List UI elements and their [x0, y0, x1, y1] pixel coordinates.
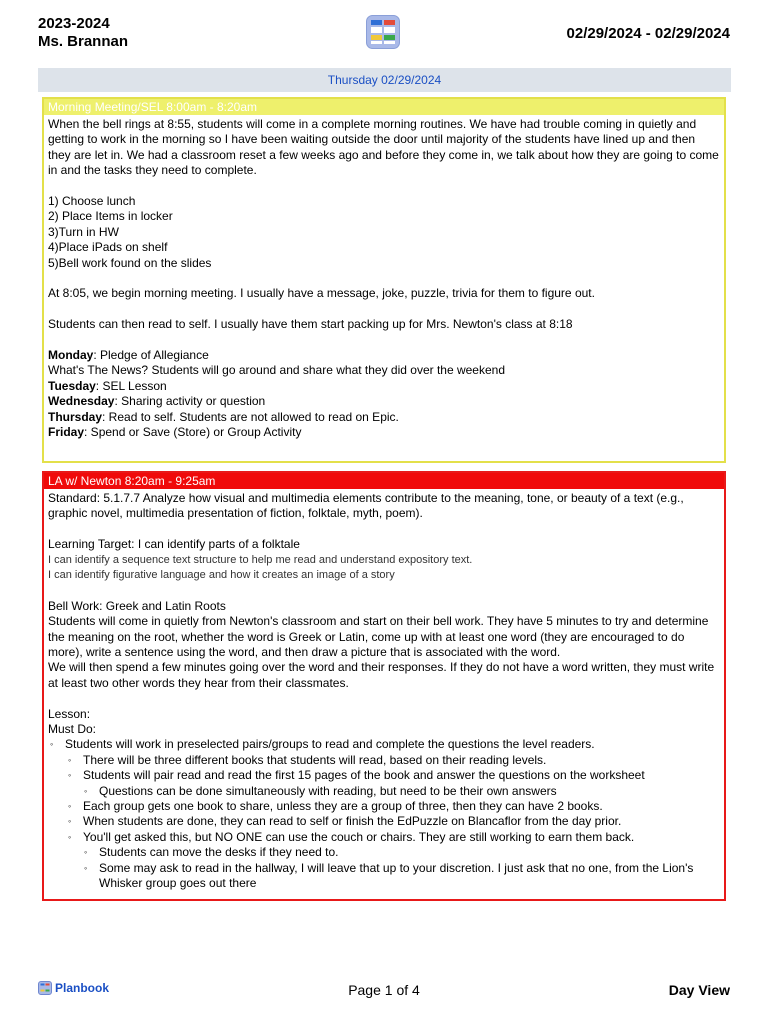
step-item: 4)Place iPads on shelf — [48, 240, 168, 255]
page-indicator: Page 1 of 4 — [348, 982, 420, 998]
list-item — [48, 845, 719, 860]
paragraph: We will then spend a few minutes going over the word and their responses. If they do not have a word written, they must write at least two other words they hear from their classmates. — [48, 660, 715, 690]
day-header: Thursday 02/29/2024 — [38, 68, 731, 92]
paragraph: At 8:05, we begin morning meeting. I usually have a message, joke, puzzle, trivia for them to figure out. — [48, 286, 595, 301]
schedule-thursday — [48, 410, 719, 425]
day-label: Thursday — [48, 409, 103, 424]
schedule-tuesday — [48, 379, 719, 394]
schedule-friday — [48, 425, 719, 440]
lesson-block-morning-meeting — [42, 97, 726, 463]
learning-target-sub: I can identify figurative language and how it creates an image of a story — [48, 569, 395, 582]
list-item — [48, 753, 719, 768]
day-label: Friday — [48, 425, 85, 440]
bullet-icon: ◦ — [68, 754, 72, 765]
paragraph: When the bell rings at 8:55, students will come in a complete morning routines. We have had trouble coming in quietly and getting to work in the morning so I have been waiting outside the door until majority of the students have lined up and then they are let in. We had a classroom reset a few weeks ago and before they come in, we talk about how they are going to come in and the tasks they need to complete. — [48, 117, 719, 178]
lesson-body — [44, 115, 724, 444]
must-do-list — [48, 737, 719, 891]
standard-text: Standard: 5.1.7.7 Analyze how visual and multimedia elements contribute to the meaning, tone, or beauty of a text (e.g., graphic novel, multimedia presentation of fiction, folktale, myth, poem). — [48, 491, 684, 521]
list-item-text: There will be three different books that students will read, based on their reading levels. — [83, 752, 547, 767]
list-item-text: Questions can be done simultaneously with reading, but need to be their own answers — [99, 783, 557, 798]
list-item — [48, 737, 719, 752]
list-item — [48, 861, 719, 892]
step-item: 3)Turn in HW — [48, 224, 119, 239]
day-label: Tuesday — [48, 378, 96, 393]
bullet-icon: ◦ — [84, 862, 88, 873]
header-info — [38, 15, 128, 51]
date-range: 02/29/2024 - 02/29/2024 — [566, 25, 730, 42]
bell-work-title: Bell Work: Greek and Latin Roots — [48, 598, 226, 613]
must-do-label: Must Do: — [48, 722, 97, 737]
day-text: : Spend or Save (Store) or Group Activity — [84, 425, 302, 440]
day-text: : SEL Lesson — [95, 378, 167, 393]
list-item-text: Each group gets one book to share, unless they are a group of three, then they can have 2 books. — [83, 799, 603, 814]
learning-target: Learning Target: I can identify parts of a folktale — [48, 537, 300, 552]
day-text: : Sharing activity or question — [114, 394, 266, 409]
paragraph: Students will come in quietly from Newton's classroom and start on their bell work. They have 5 minutes to try and determine the meaning on the root, whether the word is Greek or Latin, come up with at least one word (they are encouraged to do more), write a sentence using the word, and then draw a picture that is associated with the word. — [48, 614, 709, 660]
bullet-icon: ◦ — [50, 739, 54, 750]
paragraph: What's The News? Students will go around and share what they did over the weekend — [48, 363, 506, 378]
lesson-title: Morning Meeting/SEL 8:00am - 8:20am — [44, 99, 724, 115]
paragraph: Students can then read to self. I usually have them start packing up for Mrs. Newton's class at 8:18 — [48, 317, 573, 332]
bullet-icon: ◦ — [68, 770, 72, 781]
bullet-icon: ◦ — [84, 847, 88, 858]
list-item-text: When students are done, they can read to self or finish the EdPuzzle on Blancaflor from the day prior. — [83, 814, 622, 829]
bullet-icon: ◦ — [68, 801, 72, 812]
lesson-body — [44, 489, 724, 896]
day-text: : Pledge of Allegiance — [93, 348, 209, 363]
bullet-icon: ◦ — [84, 785, 88, 796]
list-item-text: You'll get asked this, but NO ONE can use the couch or chairs. They are still working to earn them back. — [83, 829, 635, 844]
day-label: Monday — [48, 348, 94, 363]
view-mode-label: Day View — [668, 982, 730, 998]
brand-label: Planbook — [55, 981, 110, 995]
list-item-text: Some may ask to read in the hallway, I will leave that up to your discretion. I just ask that no one, from the Lion's Whisker group goes out there — [99, 860, 694, 891]
learning-target-sub: I can identify a sequence text structure to help me read and understand expository text. — [48, 553, 473, 566]
list-item-text: Students can move the desks if they need to. — [99, 845, 339, 860]
list-item — [48, 830, 719, 845]
bullet-icon: ◦ — [68, 816, 72, 827]
schedule-wednesday — [48, 394, 719, 409]
list-item — [48, 784, 719, 799]
list-item-text: Students will pair read and read the first 15 pages of the book and answer the questions on the worksheet — [83, 768, 645, 783]
bullet-icon: ◦ — [68, 831, 72, 842]
list-item-text: Students will work in preselected pairs/groups to read and complete the questions the level readers. — [65, 737, 595, 752]
lesson-label: Lesson: — [48, 706, 91, 721]
step-item: 2) Place Items in locker — [48, 209, 173, 224]
list-item — [48, 799, 719, 814]
school-year: 2023-2024 — [38, 15, 110, 32]
day-text: : Read to self. Students are not allowed to read on Epic. — [102, 409, 399, 424]
step-item: 1) Choose lunch — [48, 194, 136, 209]
list-item — [48, 768, 719, 783]
step-item: 5)Bell work found on the slides — [48, 255, 212, 270]
list-item — [48, 814, 719, 829]
schedule-monday — [48, 348, 719, 363]
lesson-title: LA w/ Newton 8:20am - 9:25am — [44, 473, 724, 489]
teacher-name: Ms. Brannan — [38, 33, 129, 50]
planbook-logo-icon — [366, 15, 400, 49]
lesson-block-la-newton — [42, 471, 726, 901]
day-label: Wednesday — [48, 394, 115, 409]
